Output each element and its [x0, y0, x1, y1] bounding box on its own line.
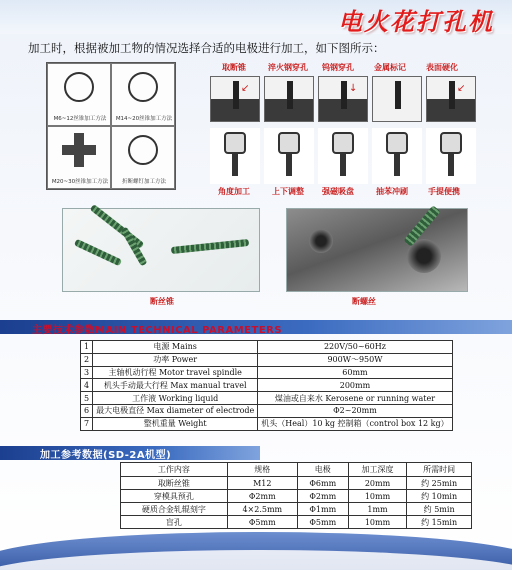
diagram-caption: M14~20丝锥加工方法	[115, 116, 173, 122]
table-cell: 3	[81, 366, 93, 379]
table-cell: 机头（Heal）10 kg 控制箱（control box 12 kg）	[258, 417, 452, 430]
diagram-cell	[47, 63, 111, 126]
machining-method-diagram	[46, 62, 176, 190]
table-row	[81, 353, 453, 366]
process-panel	[426, 76, 476, 122]
diagram-caption: 折断螺钉加工方法	[121, 179, 166, 185]
hole-image	[309, 229, 333, 253]
table-cell: 煤油或自来水 Kerosene or running water	[258, 392, 452, 405]
table-row	[81, 379, 453, 392]
table-cell: 约 25min	[407, 477, 472, 490]
screw-image	[90, 204, 145, 249]
table-row	[81, 366, 453, 379]
table-cell: Φ5mm	[227, 516, 297, 529]
process-figure	[426, 128, 476, 184]
table-cell: M12	[227, 477, 297, 490]
table-cell: 约 10min	[407, 490, 472, 503]
table-cell: 工作液 Working liquid	[93, 392, 258, 405]
arrow-icon: ↙	[457, 83, 466, 94]
table-cell: 20mm	[348, 477, 407, 490]
diagram-cell	[111, 63, 175, 126]
table-cell: 60mm	[258, 366, 452, 379]
table-cell: 整机重量 Weight	[93, 417, 258, 430]
process-label: 上下调整	[272, 187, 304, 196]
cross-shape-icon	[62, 133, 96, 167]
table-cell: 4	[81, 379, 93, 392]
process-illustrations-top	[210, 76, 478, 122]
column-header: 加工深度	[348, 463, 407, 477]
process-label: 抽苯冲刷	[376, 187, 408, 196]
process-label: 取断锥	[222, 63, 246, 72]
process-label: 角度加工	[218, 187, 250, 196]
circle-shape-icon	[128, 72, 158, 102]
table-cell: 取断丝锥	[121, 477, 228, 490]
column-header: 工作内容	[121, 463, 228, 477]
table-cell: 5	[81, 392, 93, 405]
process-label: 淬火钢穿孔	[268, 63, 308, 72]
table-cell: Φ1mm	[297, 503, 348, 516]
process-panel	[210, 76, 260, 122]
process-label: 钨钢穿孔	[322, 63, 354, 72]
table-cell: 盲孔	[121, 516, 228, 529]
table-cell: 最大电极直径 Max diameter of electrode	[93, 404, 258, 417]
process-label: 金属标记	[374, 63, 406, 72]
table-cell: Φ2mm	[297, 490, 348, 503]
table-row	[121, 490, 472, 503]
table-cell: Φ2~20mm	[258, 404, 452, 417]
table-cell: 4×2.5mm	[227, 503, 297, 516]
table-cell: 约 5min	[407, 503, 472, 516]
arrow-icon: ↓	[349, 83, 358, 94]
process-label: 强磁吸盘	[322, 187, 354, 196]
table-cell: 10mm	[348, 516, 407, 529]
params-section-title: 主要技术参数MAIN TECHNICAL PARAMETERS	[32, 325, 283, 336]
table-row	[81, 341, 453, 354]
table-cell: 主轴机动行程 Motor travel spindle	[93, 366, 258, 379]
intro-text: 加工时，根据被加工物的情况选择合适的电极进行加工，如下图所示：	[28, 41, 385, 55]
diagram-cell	[111, 126, 175, 189]
process-data-table	[120, 462, 472, 529]
process-figure	[210, 128, 260, 184]
process-panel	[372, 76, 422, 122]
column-header: 电极	[297, 463, 348, 477]
process-section-title: 加工参考数据(SD-2A机型)	[40, 450, 172, 461]
table-row	[121, 516, 472, 529]
process-figure	[264, 128, 314, 184]
column-header: 规格	[227, 463, 297, 477]
table-row	[81, 417, 453, 430]
screw-image	[120, 227, 147, 267]
photo-caption: 断丝锥	[150, 297, 174, 306]
table-row	[81, 392, 453, 405]
table-cell: 1mm	[348, 503, 407, 516]
circle-shape-icon	[128, 135, 158, 165]
table-cell: 2	[81, 353, 93, 366]
screw-image	[74, 239, 122, 266]
table-cell: 约 15min	[407, 516, 472, 529]
process-figure	[318, 128, 368, 184]
process-panel	[318, 76, 368, 122]
process-label: 表面硬化	[426, 63, 458, 72]
column-header: 所需时间	[407, 463, 472, 477]
table-cell: 1	[81, 341, 93, 354]
broken-taps-photo	[62, 208, 260, 292]
table-cell: 机头手动最大行程 Max manual travel	[93, 379, 258, 392]
process-illustrations-bottom	[210, 128, 478, 184]
parameters-table	[80, 340, 453, 431]
table-cell: 电源 Mains	[93, 341, 258, 354]
table-cell: 穿模具预孔	[121, 490, 228, 503]
broken-screw-photo	[286, 208, 468, 292]
table-row	[121, 503, 472, 516]
diagram-cell	[47, 126, 111, 189]
circle-shape-icon	[64, 72, 94, 102]
table-cell: 7	[81, 417, 93, 430]
screw-image	[171, 239, 249, 254]
table-row	[121, 477, 472, 490]
page-title: 电火花打孔机	[338, 7, 494, 36]
table-cell: 900W～950W	[258, 353, 452, 366]
process-label: 手提便携	[428, 187, 460, 196]
table-cell: Φ2mm	[227, 490, 297, 503]
process-panel	[264, 76, 314, 122]
table-cell: Φ6mm	[297, 477, 348, 490]
table-cell: 硬质合金轧辊刻字	[121, 503, 228, 516]
table-cell: Φ5mm	[297, 516, 348, 529]
table-cell: 220V/50~60Hz	[258, 341, 452, 354]
diagram-caption: M6~12丝锥加工方法	[53, 116, 107, 122]
photo-caption: 断螺丝	[352, 297, 376, 306]
diagram-caption: M20~30丝锥加工方法	[51, 179, 109, 185]
table-row	[81, 404, 453, 417]
table-cell: 6	[81, 404, 93, 417]
arrow-icon: ↙	[241, 83, 250, 94]
table-cell: 10mm	[348, 490, 407, 503]
process-figure	[372, 128, 422, 184]
table-cell: 功率 Power	[93, 353, 258, 366]
table-cell: 200mm	[258, 379, 452, 392]
